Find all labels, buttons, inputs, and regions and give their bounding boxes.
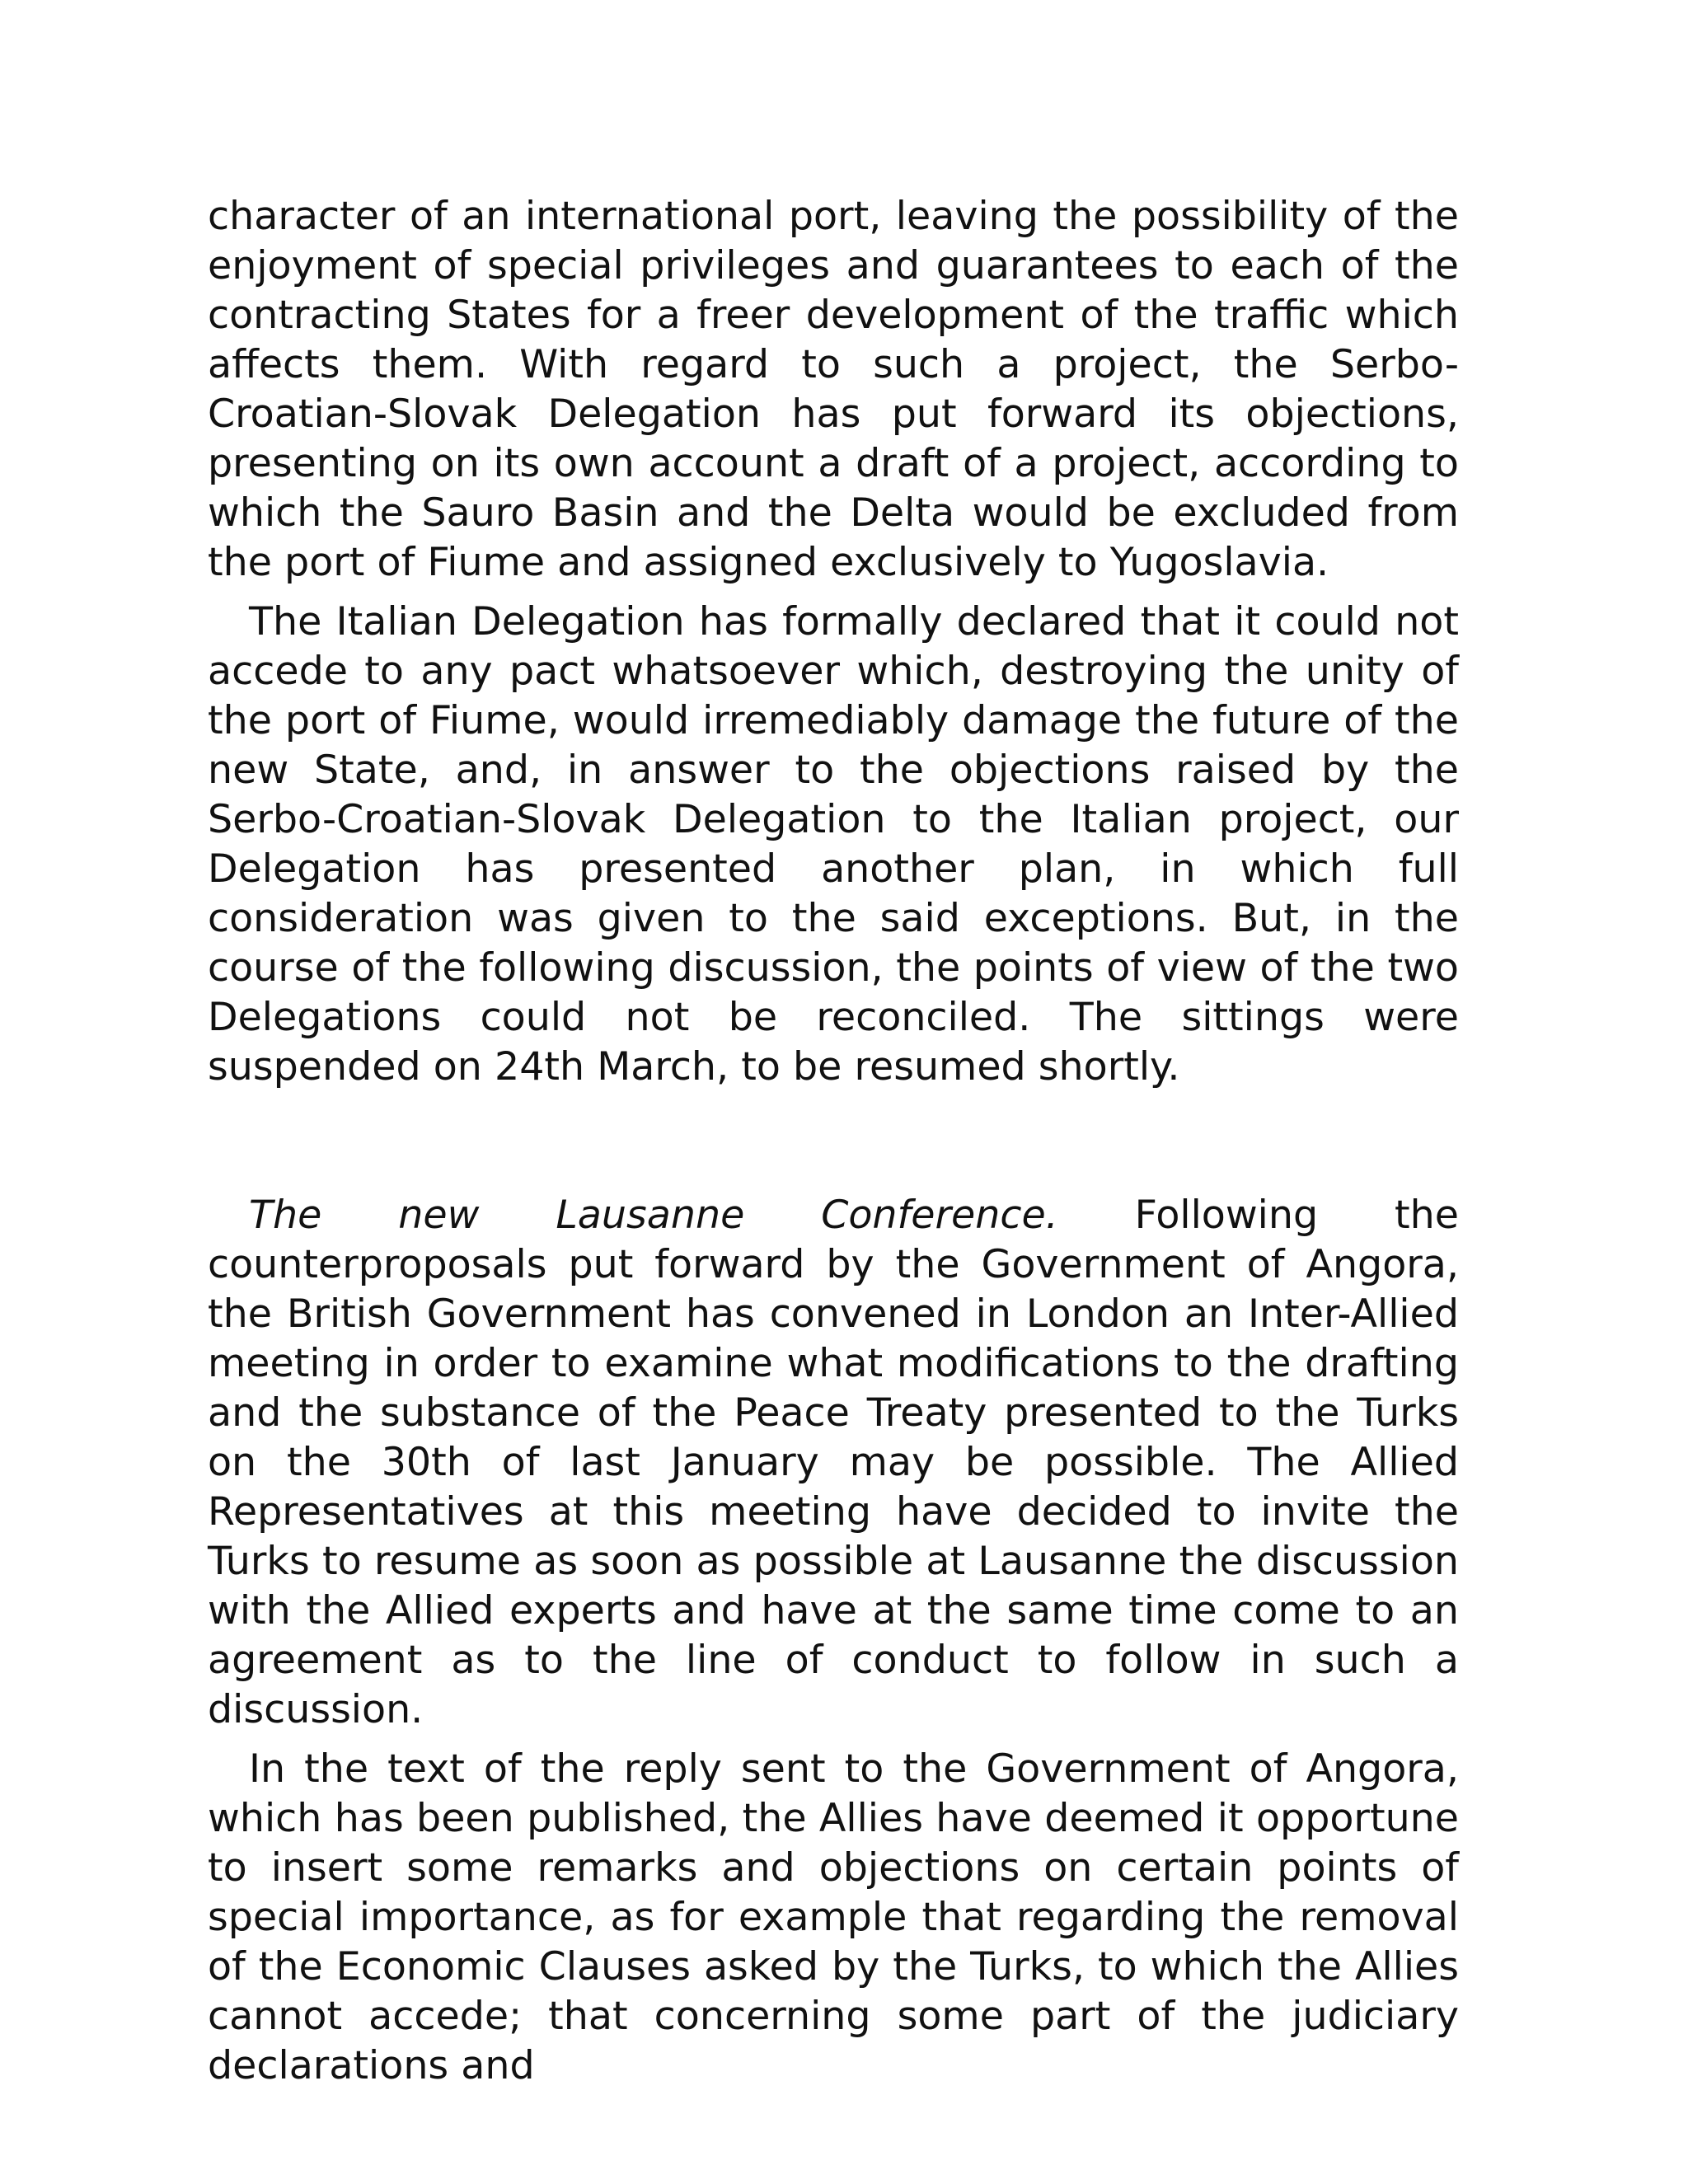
paragraph-fiume-port-project: character of an international port, leaving the possibility of the enjoyment of special privileges and guarantees to each of the contracting States for a freer development of the traffic which affects them. With regard to such a project, the Serbo-Croatian-Slovak Delegation has put forward its objections, presenting on its own account a draft of a project, according to which the Sauro Basin and the Delta would be excluded from the port of Fiume and assigned exclusively to Yugoslavia. [208,194,1459,585]
document-page [208,192,1459,2101]
section-heading-lausanne: The new Lausanne Conference. [249,1193,1058,1238]
paragraph-reply-to-angora: In the text of the reply sent to the Government of Angora, which has been published, the Allies have deemed it opportune to insert some remarks and objections on certain points of special importance, as for example that regarding the removal of the Economic Clauses asked by the Turks, to which the Allies cannot accede; that concerning some part of the judiciary declarations and [208,1746,1459,2088]
section-spacer [208,1102,1459,1191]
paragraph-lausanne-conference [208,1191,1459,1735]
paragraph-lausanne-body: Following the counterproposals put forward by the Government of Angora, the British Government has convened in London an Inter-Allied meeting in order to examine what modifications to the drafting and the substance of the Peace Treaty presented to the Turks on the 30th of last January may be possible. The Allied Representatives at this meeting have decided to invite the Turks to resume as soon as possible at Lausanne the discussion with the Allied experts and have at the same time come to an agreement as to the line of conduct to follow in such a discussion. [208,1193,1459,1732]
paragraph-italian-delegation: The Italian Delegation has formally declared that it could not accede to any pact whatsoever which, destroying the unity of the port of Fiume, would irremediably damage the future of the new State, and, in answer to the objections raised by the Serbo-Croatian-Slovak Delegation to the Italian project, our Delegation has presented another plan, in which full consideration was given to the said exceptions. But, in the course of the following discussion, the points of view of the two Delegations could not be reconciled. The sittings were suspended on 24th March, to be resumed shortly. [208,599,1459,1090]
